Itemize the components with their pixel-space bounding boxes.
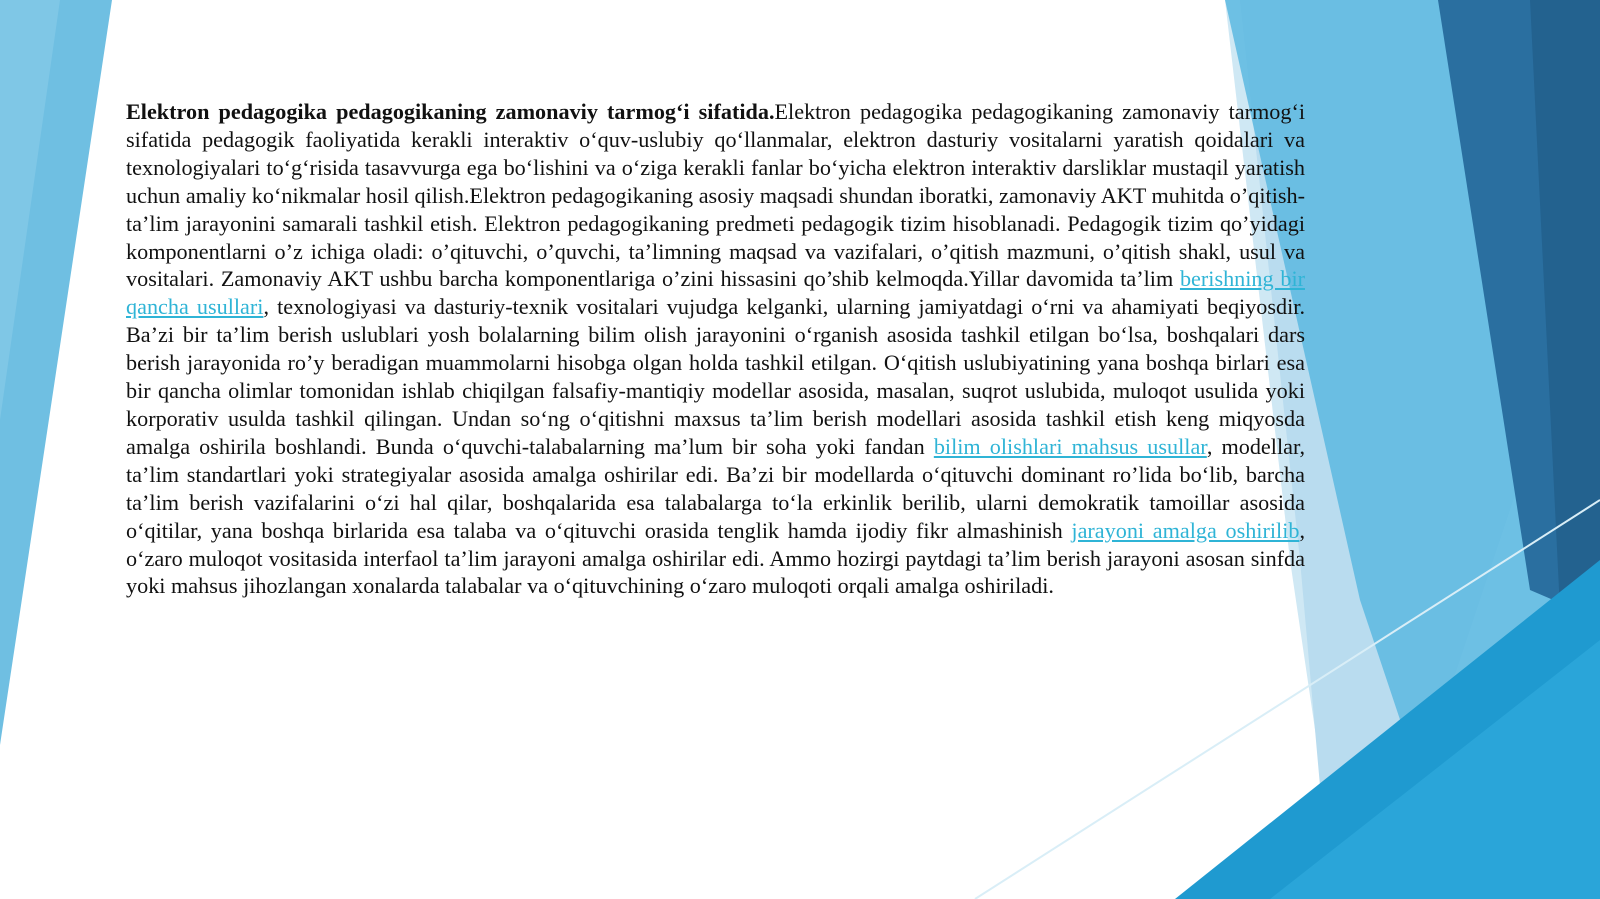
- slide-heading: Elektron pedagogika pedagogikaning zamonaviy tarmog‘i sifatida.: [126, 99, 775, 124]
- paragraph-part-3: , modellar, ta’lim standartlari yoki strategiyalar asosida amalga oshirilar edi. Ba’zi bir modellarda o‘qituvchi dominant ro’lida bo‘lib, barcha ta’lim berish vazifalarini o‘zi hal qilar, boshqalarida esa talabalarga to‘la erkinlik berilib, ularni demokratik tamoillar asosida o‘qitilar, yana boshqa birlarida esa talaba va o‘qituvchi orasida tenglik hamda ijodiy fikr almashinish: [126, 433, 1305, 543]
- hyperlink-special-methods[interactable]: bilim olishlari mahsus usullar: [933, 433, 1207, 459]
- hyperlink-process-carried-out[interactable]: jarayoni amalga oshirilib: [1071, 517, 1300, 543]
- paragraph-part-2: , texnologiyasi va dasturiy-texnik vositalari vujudga kelganki, ularning jamiyatdagi o‘rni va ahamiyati beqiyosdir. Ba’zi bir ta’lim berish uslublari yosh bolalarning bilim olish jarayonini o‘rganish asosida tashkil etilgan bo‘lsa, boshqalari dars berish jarayonida ro’y beradigan muammolarni hisobga olgan holda tashkil etilgan. O‘qitish uslubiyatining yana boshqa birlari esa bir qancha olimlar tomonidan ishlab chiqilgan falsafiy-mantiqiy modellar asosida, masalan, suqrot uslubida, muloqot usulida yoki korporativ usulda tashkil qilingan. Undan so‘ng o‘qitishni maxsus ta’lim berish modellari asosida tashkil etish keng miqyosda amalga oshirila boshlandi. Bunda o‘quvchi-talabalarning ma’lum bir soha yoki fandan: [126, 294, 1305, 459]
- paragraph-part-1: Elektron pedagogika pedagogikaning zamonaviy tarmog‘i sifatida pedagogik faoliyatida kerakli interaktiv o‘quv-uslubiy qo‘llanmalar, elektron dasturiy vositalarni yaratish qoidalari va texnologiyalari to‘g‘risida tasavvurga ega bo‘lishini va o‘ziga kerakli fanlar bo‘yicha elektron interaktiv darsliklar mustaqil yaratish uchun amaliy ko‘nikmalar hosil qilish.Elektron pedagogikaning asosiy maqsadi shundan iboratki, zamonaviy AKT muhitda o’qitish-ta’lim jarayonini samarali tashkil etish. Elektron pedagogikaning predmeti pedagogik tizim hisoblanadi. Pedagogik tizim qo’yidagi komponentlarni o’z ichiga oladi: o’qituvchi, o’quvchi, ta’limning maqsad va vazifalari, o’qitish mazmuni, o’qitish shakl, usul va vositalari. Zamonaviy AKT ushbu barcha komponentlariga o’zini hissasini qo’shib kelmoqda.Yillar davomida ta’lim: [126, 99, 1305, 292]
- slide-body-text: [126, 98, 1305, 600]
- hyperlink-teaching-methods[interactable]: berishning bir qancha usullari: [126, 266, 1305, 320]
- paragraph-part-4: , o‘zaro muloqot vositasida interfaol ta’lim jarayoni amalga oshirilar edi. Ammo hozirgi paytdagi ta’lim berish jarayoni asosan sinfda yoki mahsus jihozlangan xonalarda talabalar va o‘qituvchining o‘zaro muloqoti orqali amalga oshiriladi.: [126, 517, 1305, 599]
